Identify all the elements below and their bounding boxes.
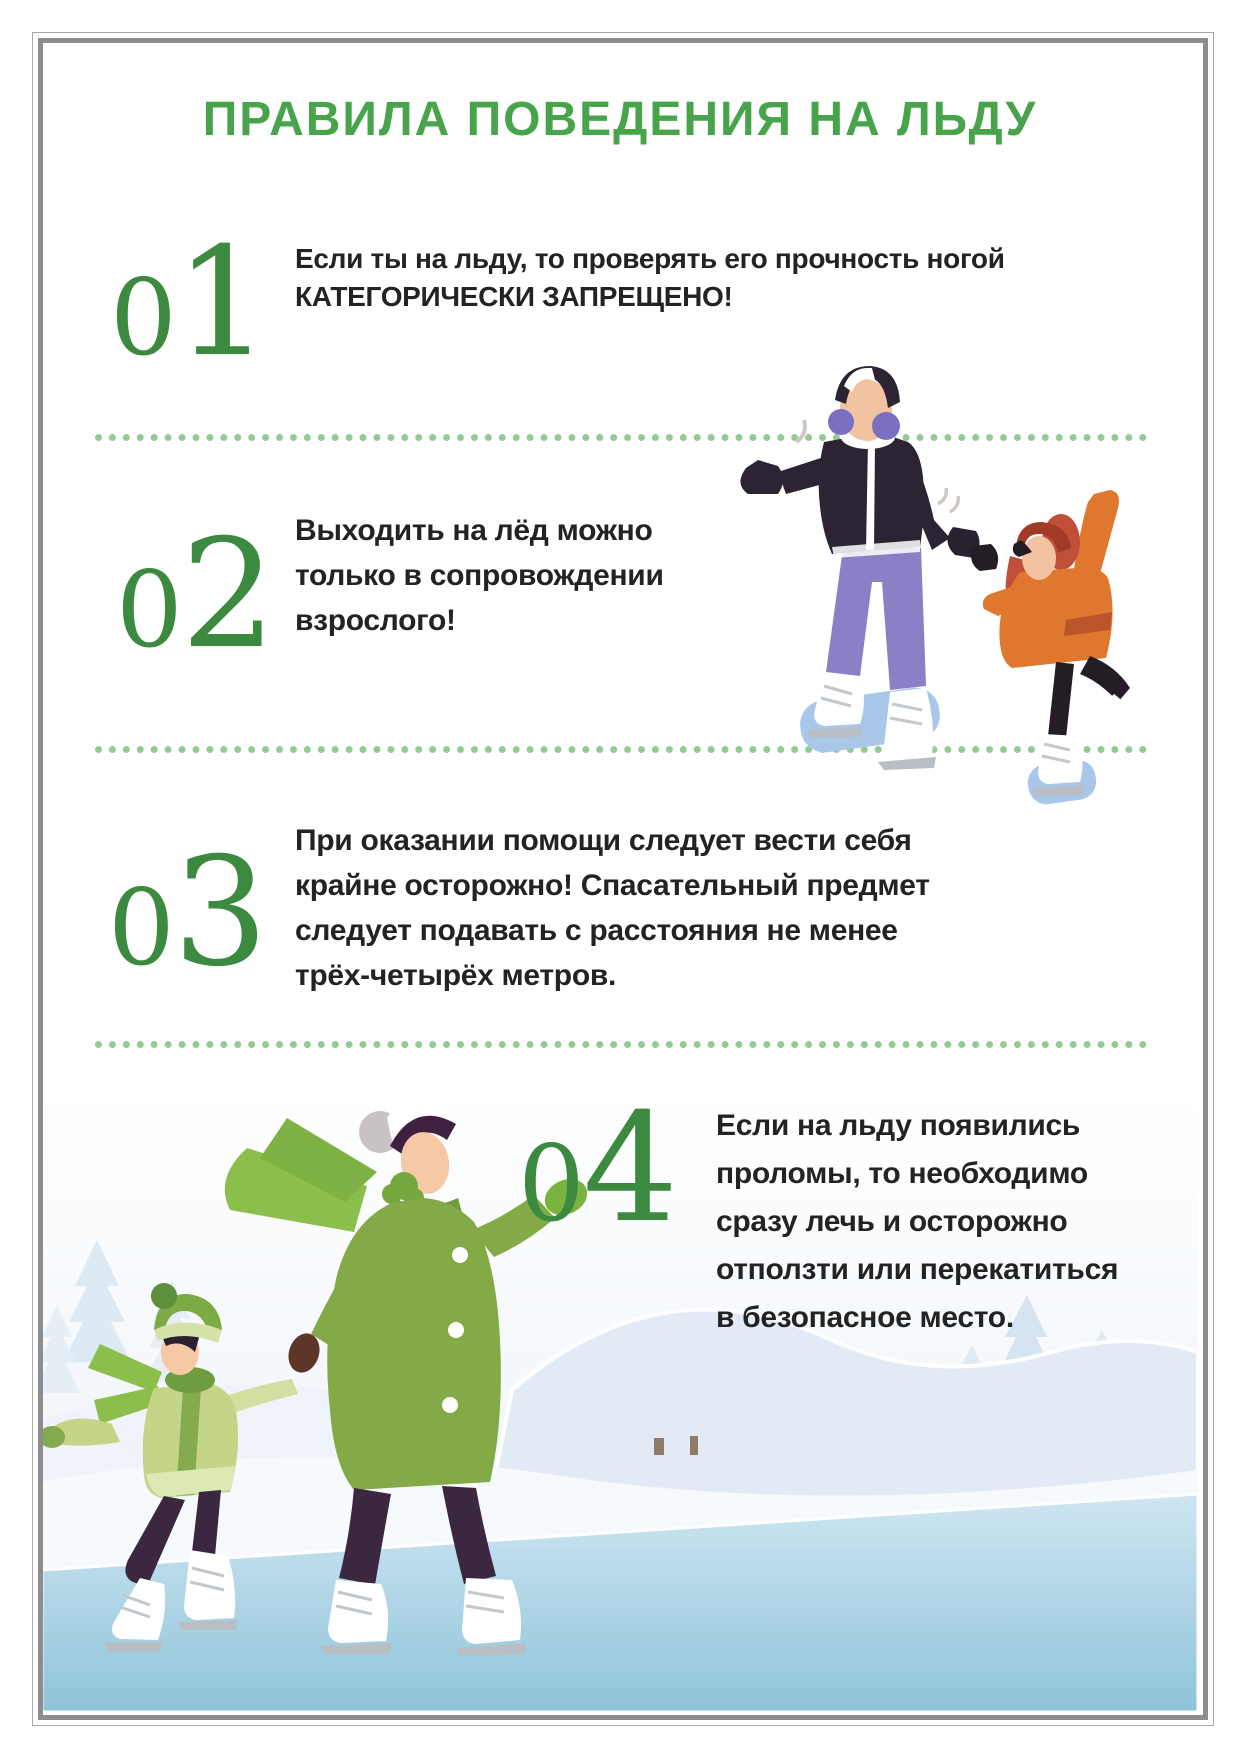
rule-4-line-5: в безопасное место. <box>716 1301 1014 1334</box>
rule-1-number: 01 <box>110 216 269 390</box>
rule-1-highlight: КАТЕГОРИЧЕСКИ ЗАПРЕЩЕНО! <box>295 281 733 312</box>
twig <box>654 1438 664 1455</box>
rule-2-line-2: только в сопровождении <box>295 559 664 592</box>
twig <box>690 1436 698 1455</box>
rule-3-number: 03 <box>108 826 267 1000</box>
rule-4-number: 04 <box>518 1082 677 1256</box>
rule-1-text <box>295 240 1005 316</box>
child-skater <box>947 490 1133 807</box>
dotted-divider-3 <box>95 1041 1147 1048</box>
rule-2-line-3: взрослого! <box>295 604 456 637</box>
rule-2-text <box>295 508 664 643</box>
rule-4-line-2: проломы, то необходимо <box>716 1157 1088 1190</box>
skaters-illustration <box>628 342 1133 810</box>
rule-2-line-1: Выходить на лёд можно <box>295 514 653 547</box>
page-title: ПРАВИЛА ПОВЕДЕНИЯ НА ЛЬДУ <box>202 93 1038 146</box>
rule-3-line-3: следует подавать с расстояния не менее <box>295 914 898 947</box>
rule-1-line-1: Если ты на льду, то проверять его прочность ногой <box>295 243 1005 274</box>
rule-3-line-2: крайне осторожно! Спасательный предмет <box>295 869 930 902</box>
rule-3-line-1: При оказании помощи следует вести себя <box>295 824 912 857</box>
rule-4-text <box>716 1102 1118 1342</box>
rule-4-line-3: сразу лечь и осторожно <box>716 1205 1068 1238</box>
adult-skater <box>740 366 958 770</box>
rule-2-number: 02 <box>116 508 275 682</box>
rule-3-text <box>295 818 930 998</box>
rule-4-line-4: отползти или перекатиться <box>716 1253 1119 1286</box>
rule-4-line-1: Если на льду появились <box>716 1109 1081 1142</box>
rule-3-line-4: трёх-четырёх метров. <box>295 959 617 992</box>
